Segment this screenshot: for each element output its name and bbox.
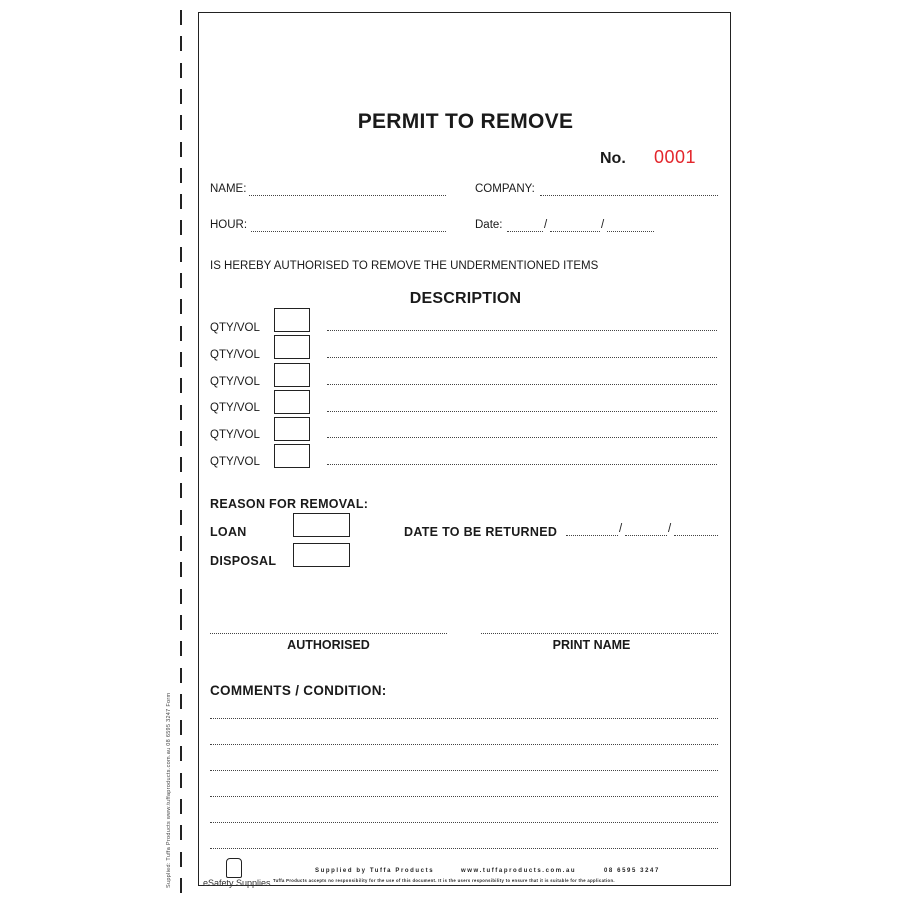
date-separator: / — [601, 219, 605, 231]
perforation-dash — [180, 589, 182, 604]
qty-label: QTY/VOL — [210, 322, 260, 334]
brand-text: eSafety Supplies — [203, 878, 271, 888]
perforation-dash — [180, 825, 182, 840]
perforation-dash — [180, 405, 182, 420]
comments-line[interactable] — [210, 744, 718, 745]
perforation-dash — [180, 457, 182, 472]
perforation-dash — [180, 273, 182, 288]
phone-text: 08 6595 3247 — [604, 868, 660, 874]
qty-box[interactable] — [274, 390, 310, 414]
qty-label: QTY/VOL — [210, 456, 260, 468]
qty-label: QTY/VOL — [210, 429, 260, 441]
perforation-dash — [180, 36, 182, 51]
form-title: PERMIT TO REMOVE — [357, 110, 574, 133]
qty-box[interactable] — [274, 335, 310, 359]
disposal-label: DISPOSAL — [210, 554, 277, 568]
perforation-line — [180, 10, 184, 890]
qty-label: QTY/VOL — [210, 376, 260, 388]
description-title: DESCRIPTION — [409, 290, 522, 307]
date-year-field[interactable] — [607, 231, 654, 232]
qty-box[interactable] — [274, 444, 310, 468]
comments-line[interactable] — [210, 822, 718, 823]
perforation-dash — [180, 168, 182, 183]
perforation-dash — [180, 483, 182, 498]
supplier-text: Supplied by Tuffa Products — [315, 868, 435, 874]
perforation-dash — [180, 247, 182, 262]
date-day-field[interactable] — [507, 231, 543, 232]
perforation-dash — [180, 852, 182, 867]
loan-label: LOAN — [210, 525, 247, 539]
qty-box[interactable] — [274, 308, 310, 332]
perforation-dash — [180, 694, 182, 709]
form-number: 0001 — [654, 147, 697, 167]
hour-field[interactable] — [251, 231, 446, 232]
qty-box[interactable] — [274, 363, 310, 387]
perforation-dash — [180, 220, 182, 235]
perforation-dash — [180, 510, 182, 525]
description-line[interactable] — [327, 384, 717, 385]
company-label: COMPANY: — [475, 183, 535, 195]
comments-line[interactable] — [210, 770, 718, 771]
perforation-dash — [180, 615, 182, 630]
comments-label: COMMENTS / CONDITION: — [210, 683, 387, 698]
disclaimer-text: Tuffa Products accepts no responsibility for the use of this document. It is the users responsibility to ensure that it is suitable for the application. — [273, 878, 615, 883]
print-name-line[interactable] — [481, 633, 718, 634]
authorised-label: AUTHORISED — [287, 638, 370, 652]
description-line[interactable] — [327, 437, 717, 438]
perforation-dash — [180, 431, 182, 446]
perforation-dash — [180, 142, 182, 157]
perforation-dash — [180, 89, 182, 104]
perforation-dash — [180, 378, 182, 393]
qty-box[interactable] — [274, 417, 310, 441]
perforation-dash — [180, 878, 182, 893]
date-separator: / — [619, 523, 623, 535]
perforation-dash — [180, 63, 182, 78]
perforation-dash — [180, 352, 182, 367]
description-line[interactable] — [327, 464, 717, 465]
hour-label: HOUR: — [210, 219, 248, 231]
comments-line[interactable] — [210, 718, 718, 719]
date-label: Date: — [475, 219, 503, 231]
return-date-day-field[interactable] — [566, 535, 618, 536]
date-separator: / — [668, 523, 672, 535]
perforation-dash — [180, 326, 182, 341]
qty-label: QTY/VOL — [210, 402, 260, 414]
perforation-dash — [180, 10, 182, 25]
perforation-dash — [180, 536, 182, 551]
return-date-year-field[interactable] — [674, 535, 718, 536]
number-label: No. — [600, 150, 626, 167]
esafety-logo-icon — [226, 858, 242, 878]
comments-line[interactable] — [210, 848, 718, 849]
perforation-dash — [180, 668, 182, 683]
perforation-dash — [180, 641, 182, 656]
authorisation-text: IS HEREBY AUTHORISED TO REMOVE THE UNDERMENTIONED ITEMS — [210, 260, 599, 272]
description-line[interactable] — [327, 411, 717, 412]
reason-title: REASON FOR REMOVAL: — [210, 497, 369, 511]
description-line[interactable] — [327, 330, 717, 331]
side-print-text: Supplied: Tuffa Products www.tuffaproducts.com.au 08 6595 3247 Form — [166, 692, 172, 888]
date-separator: / — [544, 219, 548, 231]
perforation-dash — [180, 115, 182, 130]
date-month-field[interactable] — [550, 231, 600, 232]
print-name-label: PRINT NAME — [552, 638, 631, 652]
disposal-checkbox[interactable] — [293, 543, 350, 567]
loan-checkbox[interactable] — [293, 513, 350, 537]
description-line[interactable] — [327, 357, 717, 358]
perforation-dash — [180, 299, 182, 314]
name-field[interactable] — [249, 195, 446, 196]
perforation-dash — [180, 194, 182, 209]
perforation-dash — [180, 720, 182, 735]
perforation-dash — [180, 562, 182, 577]
name-label: NAME: — [210, 183, 247, 195]
qty-label: QTY/VOL — [210, 349, 260, 361]
comments-line[interactable] — [210, 796, 718, 797]
authorised-signature-line[interactable] — [210, 633, 447, 634]
return-date-label: DATE TO BE RETURNED — [404, 525, 558, 539]
website-text: www.tuffaproducts.com.au — [461, 868, 577, 874]
perforation-dash — [180, 799, 182, 814]
permit-form-sheet — [198, 12, 731, 886]
return-date-month-field[interactable] — [625, 535, 667, 536]
perforation-dash — [180, 746, 182, 761]
perforation-dash — [180, 773, 182, 788]
company-field[interactable] — [540, 195, 718, 196]
